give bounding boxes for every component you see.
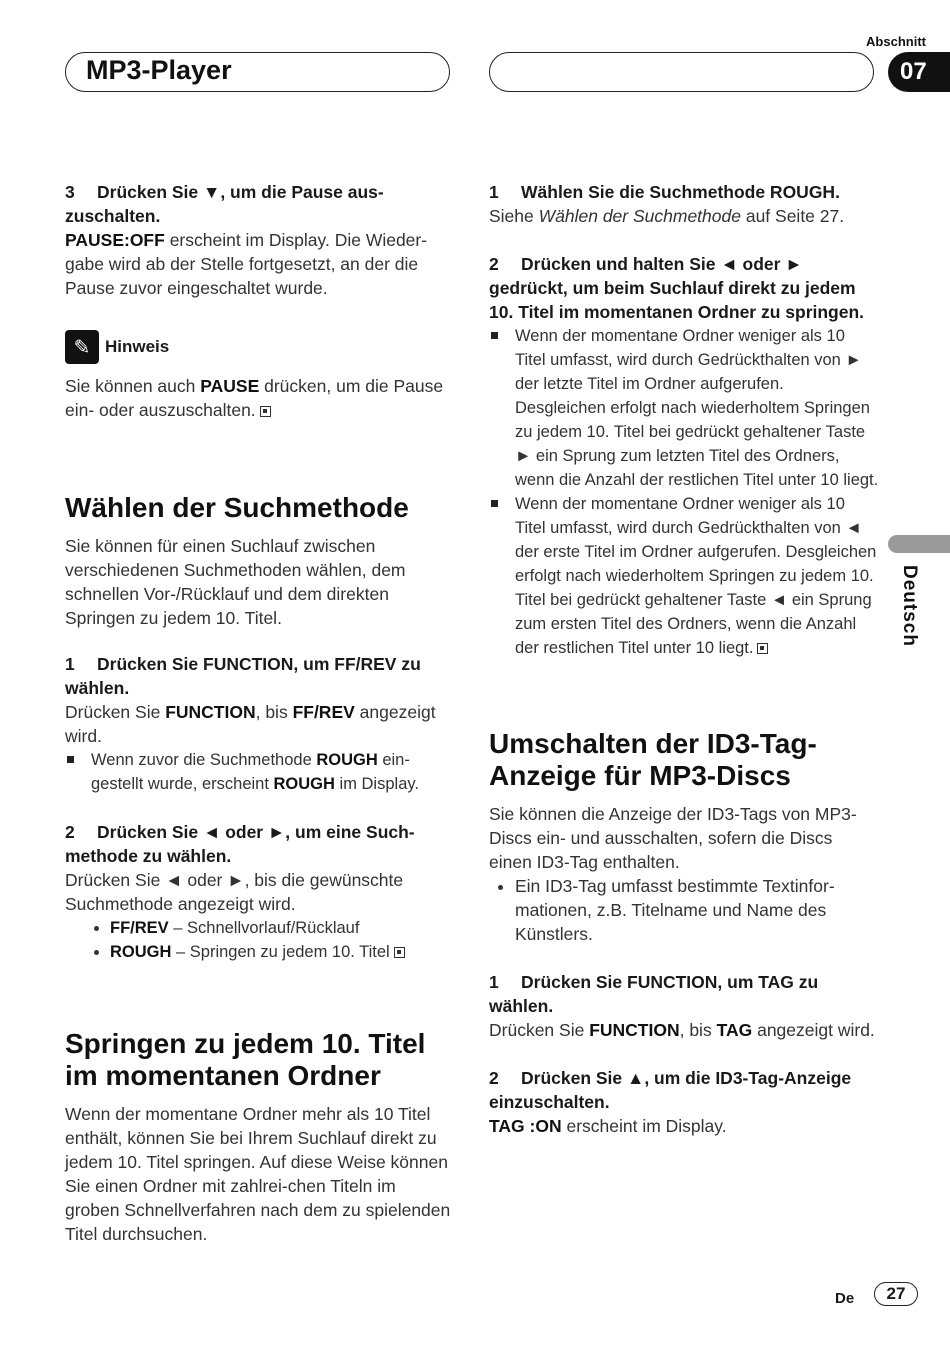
right-column bbox=[489, 180, 879, 1138]
side-tab-marker bbox=[888, 535, 950, 553]
heading-id3-tag: Umschalten der ID3-Tag-Anzeige für MP3-Discs bbox=[489, 728, 817, 791]
heading-jump-10: Springen zu jedem 10. Titel im momentanen Ordner bbox=[65, 1028, 426, 1091]
section-label: Abschnitt bbox=[866, 34, 926, 49]
tag-step-1-heading: 1 Drücken Sie FUNCTION, um TAG zu wählen. bbox=[489, 972, 819, 1016]
id3-bullet-list bbox=[489, 874, 879, 946]
right-step-2-note-1: Wenn der momentane Ordner weniger als 10 Titel umfasst, wird durch Gedrückthalten von ► der letzte Titel im Ordner aufgerufen. Desgleichen erfolgt nach wiederholtem Springen zu jedem 10. Titel bei gedrückt gehaltener Taste ► ein Sprung zum letzten Titel des Ordners, wenn die Anzahl der restlichen Titel unter 10 liegt. bbox=[489, 324, 879, 492]
tag-step-1-text: Drücken Sie FUNCTION, bis TAG angezeigt wird. bbox=[489, 1020, 875, 1040]
right-step-1-heading: 1 Wählen Sie die Suchmethode ROUGH. bbox=[489, 182, 840, 202]
jump-intro: Wenn der momentane Ordner mehr als 10 Titel enthält, können Sie bei Ihrem Suchlauf direkt zu jedem 10. Titel springen. Auf diese Weise können Sie einen Ordner mit zahlrei-chen Titeln im groben Schnellverfahren nach dem zu spielenden Titel durchsuchen. bbox=[65, 1104, 451, 1244]
right-step-1-text: Siehe Wählen der Suchmethode auf Seite 27. bbox=[489, 206, 845, 226]
header-title-box bbox=[65, 52, 450, 92]
end-mark-icon bbox=[394, 947, 405, 958]
list-item: • ROUGH – Springen zu jedem 10. Titel bbox=[110, 940, 455, 964]
note-heading: ✎ Hinweis bbox=[65, 330, 455, 364]
step-2-heading: 2 Drücken Sie ◄ oder ►, um eine Such-methode zu wählen. bbox=[65, 822, 415, 866]
right-step-2-heading: 2 Drücken und halten Sie ◄ oder ► gedrückt, um beim Suchlauf direkt zu jedem 10. Titel im momentanen Ordner zu springen. bbox=[489, 254, 865, 322]
footer-language: De bbox=[835, 1290, 855, 1307]
step-1-heading: 1 Drücken Sie FUNCTION, um FF/REV zu wählen. bbox=[65, 654, 421, 698]
list-item: • Ein ID3-Tag umfasst bestimmte Textinfor-mationen, z.B. Titelname und Name des Künstlers. bbox=[515, 874, 879, 946]
end-mark-icon bbox=[260, 406, 271, 417]
search-options-list bbox=[65, 916, 455, 964]
step-1-note: Wenn zuvor die Suchmethode ROUGH ein-gestellt wurde, erscheint ROUGH im Display. bbox=[65, 748, 455, 796]
step-3-text: PAUSE:OFF erscheint im Display. Die Wieder-gabe wird ab der Stelle fortgesetzt, an der die Pause zuvor eingeschaltet wurde. bbox=[65, 230, 428, 298]
tag-step-2-heading: 2 Drücken Sie ▲, um die ID3-Tag-Anzeige einzuschalten. bbox=[489, 1068, 852, 1112]
tag-step-2-text: TAG :ON erscheint im Display. bbox=[489, 1116, 727, 1136]
id3-intro: Sie können die Anzeige der ID3-Tags von MP3-Discs ein- und ausschalten, sofern die Discs einen ID3-Tag enthalten. bbox=[489, 804, 857, 872]
note-text: Sie können auch PAUSE drücken, um die Pause ein- oder auszuschalten. bbox=[65, 376, 444, 420]
page-number: 27 bbox=[874, 1282, 918, 1306]
step-3-heading: 3 Drücken Sie ▼, um die Pause aus-zuschalten. bbox=[65, 182, 384, 226]
header-empty-box bbox=[489, 52, 874, 92]
left-column bbox=[65, 180, 455, 1246]
side-language-label: Deutsch bbox=[899, 565, 920, 647]
step-2-text: Drücken Sie ◄ oder ►, bis die gewünschte Suchmethode angezeigt wird. bbox=[65, 870, 404, 914]
heading-search-method: Wählen der Suchmethode bbox=[65, 492, 409, 523]
right-step-2-note-2: Wenn der momentane Ordner weniger als 10 Titel umfasst, wird durch Gedrückthalten von ◄ der erste Titel im Ordner aufgerufen. Desgleichen erfolgt nach wiederholtem Springen zu jedem 10. Titel bei gedrückt gehaltener Taste ◄ ein Sprung zum ersten Titel des Ordners, wenn die Anzahl der restlichen Titel unter 10 liegt. bbox=[489, 492, 879, 660]
search-intro: Sie können für einen Suchlauf zwischen verschiedenen Suchmethoden wählen, dem schnellen Vor-/Rücklauf und dem direkten Springen zu jedem 10. Titel. bbox=[65, 536, 406, 628]
pencil-note-icon: ✎ bbox=[65, 330, 99, 364]
end-mark-icon bbox=[757, 643, 768, 654]
section-number-badge: 07 bbox=[888, 52, 950, 92]
step-1-text: Drücken Sie FUNCTION, bis FF/REV angezeigt wird. bbox=[65, 702, 436, 746]
header-title: MP3-Player bbox=[86, 55, 232, 85]
list-item: • FF/REV – Schnellvorlauf/Rücklauf bbox=[110, 916, 455, 940]
